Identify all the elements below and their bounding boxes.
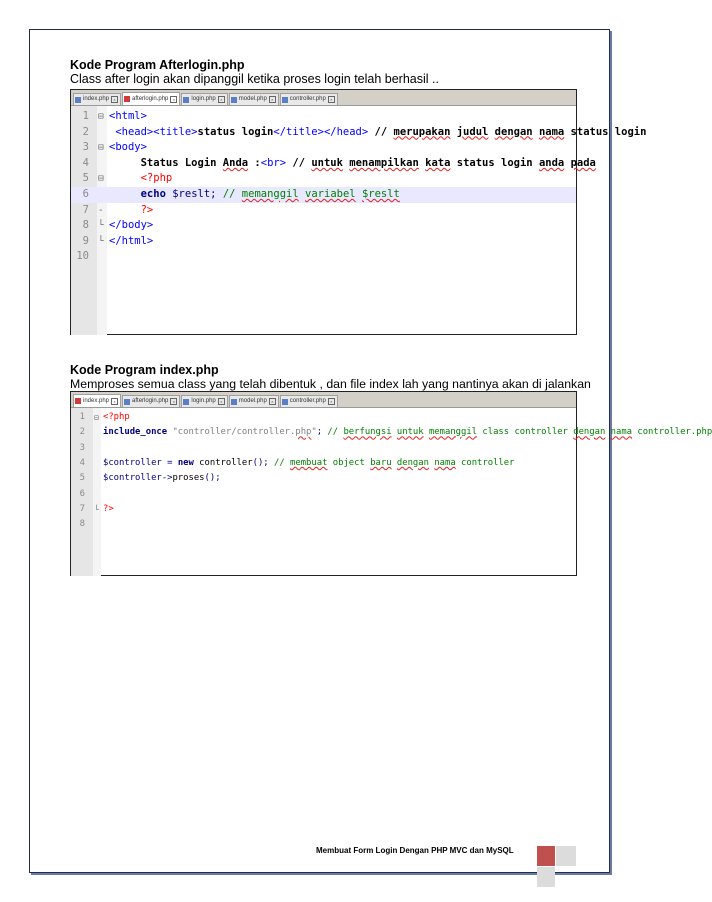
code-token: membuat <box>290 457 328 468</box>
file-icon <box>231 399 237 405</box>
footer-decoration-grey <box>556 846 576 866</box>
code-text[interactable] <box>109 156 596 172</box>
code-token: // <box>216 188 242 200</box>
code-line <box>71 249 576 265</box>
code-token: nama <box>434 457 456 468</box>
code-token: merupakan <box>393 125 451 138</box>
code-token: echo <box>140 188 166 200</box>
code-token: memanggil <box>428 427 478 438</box>
tab-label: model.php <box>238 398 267 404</box>
code-token: : <box>248 156 261 169</box>
code-token: ?> <box>103 503 114 514</box>
tab-label: afterlogin.php <box>132 398 169 404</box>
code-token: memanggil <box>241 188 299 200</box>
code-token: (); <box>204 473 221 484</box>
fold-marker-icon[interactable]: ⊟ <box>98 111 104 122</box>
fold-marker-icon: └ <box>98 220 104 232</box>
code-token: dengan <box>573 427 606 438</box>
code-line <box>71 203 576 219</box>
code-line <box>71 109 576 125</box>
close-icon[interactable]: × <box>218 96 225 103</box>
close-icon[interactable]: × <box>111 398 118 405</box>
code-token: <html> <box>109 110 147 122</box>
code-token: // <box>322 427 344 438</box>
code-text[interactable] <box>109 187 400 203</box>
code-token: // <box>286 156 312 169</box>
code-token: nama <box>538 125 565 138</box>
code-text[interactable] <box>109 125 646 141</box>
editor-tab[interactable] <box>181 395 227 407</box>
code-line <box>71 471 576 486</box>
code-token: ?> <box>109 203 154 216</box>
code-token: class controller <box>477 427 574 438</box>
code-token: controller.php <box>632 427 712 438</box>
file-icon <box>75 398 81 404</box>
line-number: 8 <box>82 219 89 232</box>
fold-marker-icon: └ <box>98 235 104 247</box>
code-line <box>71 441 576 456</box>
file-icon <box>183 97 189 103</box>
line-number: 6 <box>82 188 89 200</box>
section-heading-afterlogin: Kode Program Afterlogin.php <box>70 58 245 72</box>
code-line <box>71 187 576 203</box>
code-token: nama <box>610 427 633 438</box>
editor-tab[interactable] <box>122 395 180 407</box>
line-number: 10 <box>76 250 89 263</box>
section-description-afterlogin: Class after login akan dipanggil ketika proses login telah berhasil .. <box>70 72 439 86</box>
code-text[interactable] <box>103 425 712 440</box>
line-number: 1 <box>82 110 89 122</box>
line-number: 1 <box>79 412 85 422</box>
line-number: 2 <box>79 427 85 438</box>
footer-decoration-red <box>537 846 555 866</box>
tab-label: login.php <box>191 96 216 102</box>
code-text[interactable] <box>109 234 153 250</box>
code-token: $reslt <box>172 188 211 200</box>
fold-marker-icon: - <box>98 204 104 216</box>
line-number: 7 <box>79 503 85 514</box>
close-icon[interactable]: × <box>170 398 177 405</box>
code-line <box>71 156 596 172</box>
code-token: " <box>311 427 317 438</box>
code-token: pada <box>570 156 596 169</box>
line-number: 8 <box>79 519 85 530</box>
code-editor <box>71 408 712 576</box>
code-token: $controller <box>103 457 162 468</box>
code-text[interactable] <box>103 410 130 425</box>
tab-label: afterlogin.php <box>132 95 169 102</box>
code-token: judul <box>456 125 489 138</box>
code-token: ; <box>316 427 323 438</box>
code-line <box>71 410 576 425</box>
code-screenshot-index <box>70 391 712 576</box>
editor-tab[interactable] <box>73 93 121 105</box>
editor-tab-bar <box>71 90 576 106</box>
code-token: <?php <box>103 412 130 422</box>
code-token: baru <box>370 457 392 468</box>
line-number: 3 <box>79 442 85 453</box>
code-token: dengan <box>494 125 533 138</box>
line-number: 4 <box>82 156 89 169</box>
code-token: php <box>295 427 312 438</box>
code-screenshot-afterlogin <box>70 89 647 335</box>
code-token: </body> <box>109 219 154 232</box>
code-token: $reslt <box>361 188 400 200</box>
code-token: controller <box>455 457 515 468</box>
close-icon[interactable]: × <box>111 96 118 103</box>
code-line <box>71 456 576 471</box>
editor-tab[interactable] <box>73 394 121 407</box>
editor-tab[interactable] <box>280 93 338 105</box>
code-token: </html> <box>109 234 154 247</box>
fold-marker-icon[interactable]: ⊟ <box>98 173 104 185</box>
fold-marker-icon[interactable]: ⊟ <box>98 142 104 154</box>
code-token: // <box>268 457 291 468</box>
line-number: 3 <box>82 141 89 154</box>
close-icon[interactable]: × <box>328 398 335 405</box>
code-token: include_once <box>103 427 168 438</box>
code-token: Anda <box>222 156 249 169</box>
line-number: 2 <box>82 125 89 138</box>
code-line <box>71 125 647 141</box>
file-icon <box>124 399 130 405</box>
code-token: controller <box>193 457 253 468</box>
editor-tab-bar <box>71 392 576 408</box>
code-text[interactable] <box>109 203 153 219</box>
code-token: kata <box>425 156 451 169</box>
code-text[interactable] <box>103 502 114 517</box>
code-text[interactable] <box>109 218 153 234</box>
fold-marker-icon: └ <box>94 504 99 514</box>
close-icon[interactable]: × <box>269 96 276 103</box>
editor-tab[interactable] <box>122 92 180 105</box>
file-icon <box>282 97 288 103</box>
code-text[interactable] <box>109 140 147 156</box>
code-token: status login <box>450 156 539 169</box>
tab-label: login.php <box>191 398 216 404</box>
code-token: variabel <box>305 188 356 200</box>
code-token: status login <box>197 125 274 138</box>
tab-label: index.php <box>83 96 110 102</box>
close-icon[interactable]: × <box>328 96 335 103</box>
editor-tab[interactable] <box>229 93 279 105</box>
code-text[interactable] <box>109 109 147 125</box>
code-token: </title></head> <box>273 125 369 138</box>
file-icon <box>124 96 130 102</box>
code-line <box>71 218 576 234</box>
footer-decoration-grey <box>537 867 555 887</box>
file-icon <box>75 97 81 103</box>
code-line <box>71 502 576 517</box>
close-icon[interactable]: × <box>269 398 276 405</box>
code-token: (); <box>252 457 269 468</box>
code-token: anda <box>538 156 565 169</box>
tab-label: controller.php <box>289 96 326 102</box>
file-icon <box>231 97 237 103</box>
code-line <box>71 140 576 156</box>
code-token: untuk <box>396 427 424 438</box>
code-token: -> <box>161 473 173 484</box>
code-text[interactable] <box>103 456 514 471</box>
code-line <box>71 517 576 532</box>
close-icon[interactable]: × <box>170 96 177 103</box>
line-number: 4 <box>79 457 85 468</box>
file-icon <box>183 399 189 405</box>
code-line <box>71 487 576 502</box>
close-icon[interactable]: × <box>218 398 225 405</box>
editor-tab[interactable] <box>229 395 279 407</box>
editor-tab[interactable] <box>280 395 338 407</box>
code-token: status login <box>564 125 647 138</box>
code-token: untuk <box>311 156 343 169</box>
code-text[interactable] <box>109 171 172 187</box>
code-token <box>109 188 141 200</box>
file-icon <box>282 399 288 405</box>
code-token: <br> <box>260 156 287 169</box>
code-token: "controller/controller. <box>172 427 296 438</box>
line-number: 7 <box>82 203 89 216</box>
line-number: 5 <box>79 473 85 484</box>
code-token: <head><title> <box>109 125 198 138</box>
code-line <box>71 171 576 187</box>
line-number: 9 <box>82 234 89 247</box>
code-line <box>71 425 712 440</box>
code-token: <?php <box>109 172 173 185</box>
line-number: 6 <box>79 488 85 499</box>
code-token: = <box>167 457 173 468</box>
code-line <box>71 234 576 250</box>
code-editor <box>71 106 647 335</box>
code-token: ; <box>210 188 217 200</box>
code-token: new <box>177 457 194 468</box>
fold-marker-icon[interactable]: ⊟ <box>94 413 99 422</box>
code-token: <body> <box>109 141 147 154</box>
code-token: object <box>327 457 371 468</box>
tab-label: model.php <box>238 96 267 102</box>
tab-label: controller.php <box>289 398 326 404</box>
code-token: $controller <box>103 473 162 484</box>
code-token: berfungsi <box>343 427 392 438</box>
code-token: Status Login <box>109 156 223 169</box>
section-description-index: Memproses semua class yang telah dibentuk , dan file index lah yang nantinya akan di jalankan <box>70 377 591 391</box>
code-text[interactable] <box>103 471 221 486</box>
code-token: proses <box>172 473 205 484</box>
code-token: menampilkan <box>349 156 419 169</box>
editor-tab[interactable] <box>181 93 227 105</box>
line-number: 5 <box>82 172 89 185</box>
footer-title: Membuat Form Login Dengan PHP MVC dan MySQL <box>316 846 514 855</box>
tab-label: index.php <box>83 397 110 404</box>
code-token: // <box>374 125 394 138</box>
code-token: dengan <box>396 457 429 468</box>
section-heading-index: Kode Program index.php <box>70 363 219 377</box>
